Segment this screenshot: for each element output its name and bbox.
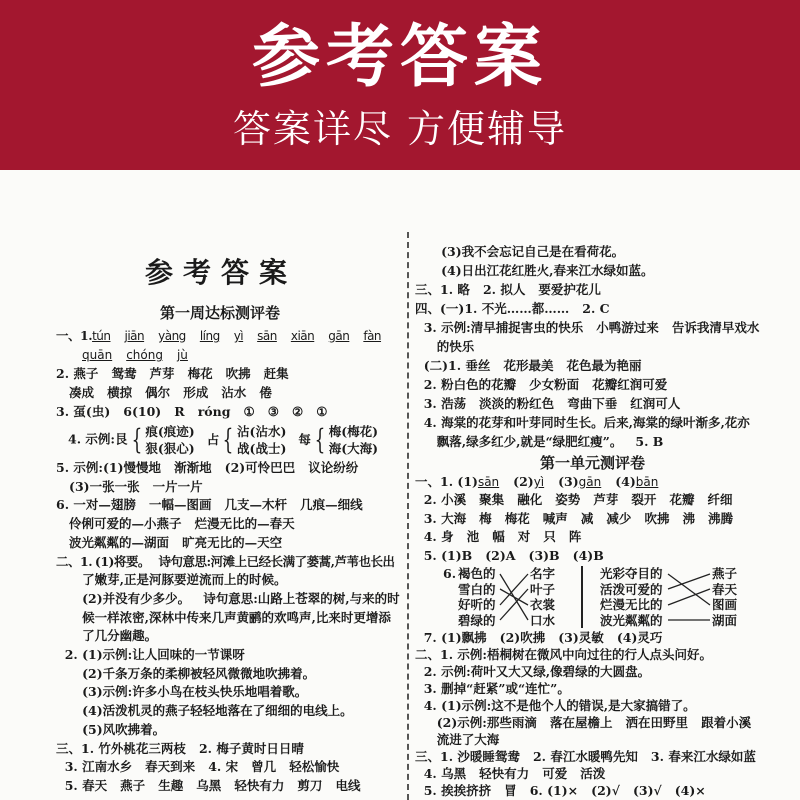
answer-line: (5)风吹拂着。 <box>56 721 166 737</box>
question-number: 6. <box>443 566 457 581</box>
answer-line: 6. 一对—翅膀 一幅—图画 几支—木杆 几痕—细线 <box>56 497 363 513</box>
match-line <box>668 589 710 605</box>
match-line <box>500 574 528 620</box>
item-number: (3) <box>558 474 579 489</box>
match-line <box>668 574 710 605</box>
match-item: 燕子 <box>712 566 738 581</box>
section-title-week1: 第一周达标测评卷 <box>160 304 281 322</box>
answer-line: 5. (1)B (2)A (3)B (4)B <box>415 547 604 563</box>
answer-line: 三、1. 沙暖睡鸳鸯 2. 春江水暖鸭先知 3. 春来江水绿如蓝 <box>415 749 756 764</box>
pinyin-answer: líng <box>199 329 220 343</box>
pinyin-answer: xiān <box>290 329 315 343</box>
match-item: 波光粼粼的 <box>600 612 663 628</box>
pinyin-answer: sān <box>257 329 277 343</box>
answer-line: 伶俐可爱的—小燕子 烂漫无比的—春天 <box>56 516 295 532</box>
pinyin-line-2 <box>82 347 202 363</box>
banner-subtitle: 答案详尽 方便辅导 <box>232 107 568 151</box>
answer-line: (2)示例:那些雨滴 落在屋檐上 洒在田野里 跟着小溪 <box>415 715 752 730</box>
match-line <box>668 574 710 589</box>
question-4-line <box>68 423 378 457</box>
question-number: 一、1. <box>56 328 93 343</box>
answer-line: (2)并没有少多少。 诗句意思:山路上苍翠的树,与来的时 <box>56 590 400 606</box>
answer-line: 2. 小溪 聚集 融化 姿势 芦芽 裂开 花瓣 纤细 <box>415 492 733 507</box>
answer-line: (3)一张一张 一片一片 <box>56 478 203 494</box>
answer-line: 飘落,绿多红少,就是“绿肥红瘦”。 5. B <box>415 434 664 449</box>
match-item: 衣裳 <box>530 597 556 612</box>
q4-word: 战(战士) <box>237 441 287 456</box>
answer-line: 二、1. 示例:梧桐树在微风中向过往的行人点头问好。 <box>415 647 713 662</box>
match-item: 叶子 <box>530 581 556 597</box>
match-item: 烂漫无比的 <box>600 597 663 612</box>
answer-line: 2. 示例:荷叶又大又绿,像碧绿的大圆盘。 <box>415 664 651 679</box>
q4-prefix: 4. 示例:艮 <box>68 431 128 447</box>
pinyin-answer: gān <box>578 475 602 489</box>
answer-line: (3)示例:许多小鸟在枝头快乐地唱着歌。 <box>56 684 308 700</box>
answer-line: (3)我不会忘记自己是在看荷花。 <box>415 244 625 259</box>
match-item: 褐色的 <box>458 566 496 581</box>
answer-line: 流进了大海 <box>415 732 500 747</box>
pinyin-answer: jiān <box>124 329 145 343</box>
pinyin-answer: quān <box>82 348 113 362</box>
q4-char: 每 <box>298 431 311 447</box>
answer-line: (4)日出江花红胜火,春来江水绿如蓝。 <box>415 263 654 278</box>
match-line <box>500 589 528 605</box>
item-number: (4) <box>615 474 636 489</box>
pinyin-line-1 <box>56 328 395 344</box>
section-title-unit1: 第一单元测评卷 <box>540 454 646 472</box>
answer-line: 2. (1)示例:让人回味的一节课呀 <box>56 647 245 662</box>
match-left-b <box>600 566 663 628</box>
answer-line: 5. 挨挨挤挤 冒 6. (1)× (2)√ (3)√ (4)× <box>415 783 706 798</box>
brace-icon: { <box>314 423 326 456</box>
item-number: (1) <box>457 474 478 489</box>
match-item: 光彩夺目的 <box>600 566 663 581</box>
match-item: 雪白的 <box>458 581 496 597</box>
answer-line: 3. 大海 梅 梅花 喊声 减 减少 吹拂 沸 沸腾 <box>415 510 734 526</box>
answer-line: 2. 粉白色的花瓣 少女粉面 花瓣红润可爱 <box>415 377 668 392</box>
answer-line: 的快乐 <box>415 339 475 354</box>
item-number: (2) <box>513 474 534 489</box>
answer-line: 4. (1)示例:这不是他个人的错误,是大家搞错了。 <box>415 698 696 713</box>
answer-line: 5. 示例:(1)慢慢地 渐渐地 (2)可怜巴巴 议论纷纷 <box>56 460 359 475</box>
answer-line: 3. 删掉“赶紧”或“连忙”。 <box>415 681 570 696</box>
answer-line: 二、1. (1)将要。 诗句意思:河滩上已经长满了蒌蒿,芦苇也长出 <box>56 553 395 569</box>
brace-icon: { <box>222 423 234 456</box>
answer-line: 7. (1)飘拂 (2)吹拂 (3)灵敏 (4)灵巧 <box>415 630 663 645</box>
pinyin-answer: yì <box>533 475 545 489</box>
answer-line: 4. 身 池 幅 对 只 阵 <box>415 529 582 544</box>
answer-line: 候一样浓密,深林中传来几声黄鹂的欢鸣声,比来时更增添 <box>56 609 391 625</box>
match-item: 好听的 <box>458 597 496 612</box>
answer-line: (2)千条万条的柔柳被轻风微微地吹拂着。 <box>56 665 316 681</box>
answer-line: (二)1. 垂丝 花形最美 花色最为艳丽 <box>415 358 642 373</box>
match-item: 碧绿的 <box>458 612 496 628</box>
answer-line: 三、1. 竹外桃花三两枝 2. 梅子黄时日日晴 <box>56 740 304 756</box>
match-item: 湖面 <box>712 612 738 628</box>
match-item: 活泼可爱的 <box>600 581 663 597</box>
answer-line: 三、1. 略 2. 拟人 要爱护花儿 <box>415 282 601 297</box>
brace-icon: { <box>131 423 142 456</box>
q4-word: 沾(沾水) <box>237 424 287 439</box>
header-banner <box>0 0 800 170</box>
answer-line: 四、(一)1. 不光……都…… 2. C <box>415 301 610 316</box>
answer-line: 5. 春天 燕子 生趣 乌黑 轻快有力 剪刀 电线 <box>56 777 361 793</box>
pinyin-answer: bān <box>635 475 659 489</box>
pinyin-answer: yì <box>233 329 244 343</box>
q4-char: 占 <box>206 431 220 447</box>
column-divider <box>407 232 409 800</box>
pinyin-answer: yàng <box>158 329 186 343</box>
match-right-a <box>530 566 555 628</box>
document-title: 参考答案 <box>145 256 298 289</box>
answer-line: 了几分幽趣。 <box>56 628 158 644</box>
answer-line: 4. 海棠的花芽和叶芽同时生长。后来,海棠的绿叶渐多,花亦 <box>415 415 750 430</box>
answer-line: 波光粼粼的—湖面 旷亮无比的—天空 <box>56 534 283 550</box>
pinyin-answer: jù <box>176 348 188 362</box>
pinyin-answer: fàn <box>363 329 382 343</box>
pinyin-answer: sān <box>477 475 500 489</box>
answer-line: 3. 江南水乡 春天到来 4. 宋 曾几 轻松愉快 <box>56 759 340 775</box>
banner-title: 参考答案 <box>251 18 548 97</box>
answer-line: 3. 虿(虫) 6(10) R róng ① ③ ② ① <box>56 404 328 419</box>
q4-word: 狠(狠心) <box>145 441 195 456</box>
match-item: 名字 <box>530 566 556 581</box>
match-left-a <box>458 566 496 628</box>
match-item: 口水 <box>530 612 556 628</box>
match-line <box>500 574 528 605</box>
pinyin-answer: tún <box>92 329 111 343</box>
match-item: 春天 <box>712 581 738 597</box>
pinyin-answer: chóng <box>126 348 163 362</box>
q4-word: 海(大海) <box>328 441 379 456</box>
pinyin-answer: gān <box>328 329 350 343</box>
q4-word: 痕(痕迹) <box>145 424 195 439</box>
answer-line: 了嫩芽,正是河豚要逆流而上的时候。 <box>56 572 287 588</box>
answer-line: 3. 浩荡 淡淡的粉红色 弯曲下垂 红润可人 <box>415 396 681 411</box>
answer-line: (4)活泼机灵的燕子轻轻地落在了细细的电线上。 <box>56 703 353 719</box>
q4-word: 梅(梅花) <box>328 424 379 439</box>
match-right-b <box>712 566 737 628</box>
question-number: 一、1. <box>415 474 454 489</box>
answer-line: 2. 燕子 鸳鸯 芦芽 梅花 吹拂 赶集 <box>56 366 289 381</box>
answer-line: 凑成 横掠 偶尔 形成 沾水 倦 <box>56 385 272 400</box>
unit1-q1-line <box>415 474 672 490</box>
match-line <box>500 589 528 620</box>
answer-line: 4. 乌黑 轻快有力 可爱 活泼 <box>415 766 606 781</box>
match-item: 图画 <box>712 597 738 612</box>
answer-line: 3. 示例:清早捕捉害虫的快乐 小鸭游过来 告诉我清早戏水 <box>415 320 760 335</box>
